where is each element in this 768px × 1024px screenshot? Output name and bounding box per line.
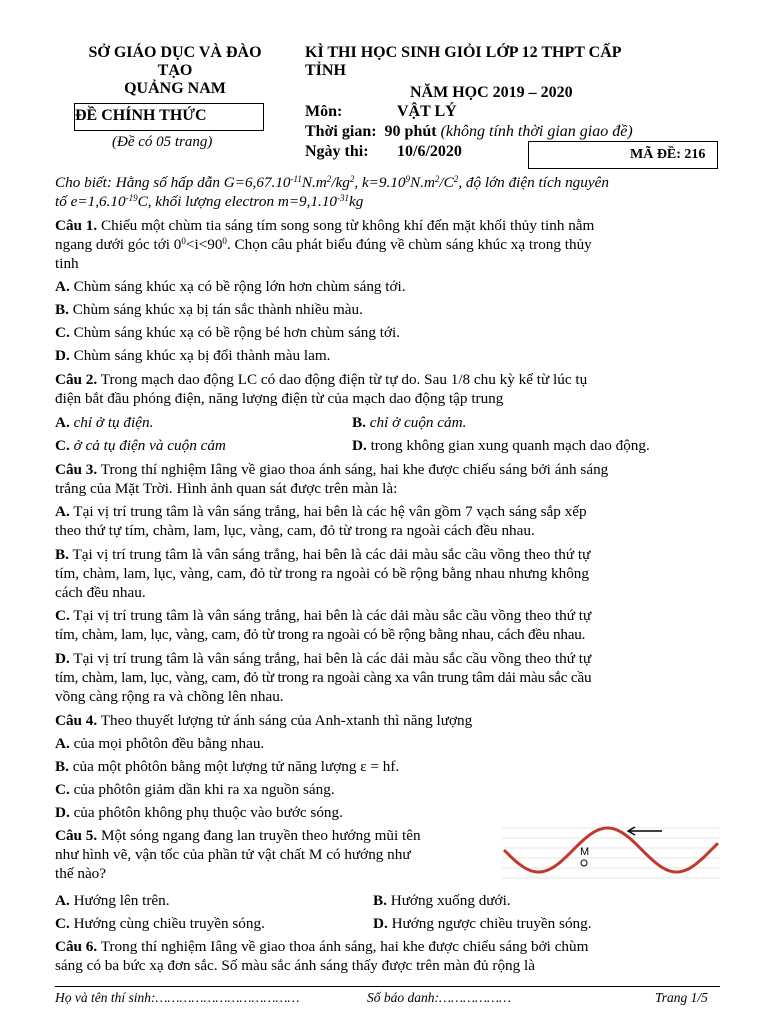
option-text: Tại vị trí trung tâm là vân sáng trắng, hai bên là các dải màu sắc cầu vồng theo thứ tự [73,607,592,624]
option-text: Tại vị trí trung tâm là vân sáng trắng, hai bên là các hệ vân gồm 7 vạch sáng sắp xếp [73,503,587,520]
time-note: (không tính thời gian giao đề) [440,123,633,140]
question-label: Câu 6. [55,938,98,955]
degree-exp: 0 [181,236,186,246]
given-exp: 9 [405,174,411,184]
q5-option-a[interactable] [55,891,170,910]
footer-candidate-name: Họ và tên thí sinh:……………………………… [55,990,300,1005]
q5-option-b[interactable] [373,891,511,910]
q2-stem-line2: điện bắt đầu phóng điện, năng lượng điện từ của mạch dao động tập trung [55,390,504,407]
given-exp: 2 [326,174,332,184]
exam-title [305,44,725,80]
given-constants-line1 [55,173,720,192]
q2-option-c[interactable] [55,436,226,455]
q4-stem-line1 [55,711,720,730]
q5-stem-line2: như hình vẽ, vận tốc của phần tử vật chất M có hướng như [55,846,411,863]
option-key: D. [55,650,70,667]
option-line: vồng càng rộng ra và chồng lên nhau. [55,688,284,705]
option-text: Tại vị trí trung tâm là vân sáng trắng, hai bên là các dải màu sắc cầu vồng theo thứ tự [73,650,592,667]
option-key: D. [55,804,70,821]
department-name [60,44,290,98]
option-line: tím, chàm, lam, lục, vàng, cam, đỏ từ trong ra ngoài có bề rộng bằng nhau nhưng không [55,565,589,582]
option-text: Chùm sáng khúc xạ bị đổi thành màu lam. [73,347,331,364]
question-text: Chiếu một chùm tia sáng tím song song từ không khí đến mặt khối thủy tinh nằm [101,217,595,234]
department-line1: SỞ GIÁO DỤC VÀ ĐÀO [88,44,262,61]
option-text: Chùm sáng khúc xạ có bề rộng lớn hơn chùm sáng tới. [73,278,406,295]
question-text: ngang dưới góc tới 0 [55,236,182,253]
footer-page-number: Trang 1/5 [655,990,708,1005]
time-value: 90 phút [384,123,437,140]
wave-curve [504,828,718,872]
option-key: B. [373,892,387,909]
option-key: C. [55,324,70,341]
q1-option-a[interactable] [55,277,720,296]
department-line2: TẠO [157,62,193,79]
exam-title-line2: TỈNH [305,62,346,79]
date-label: Ngày thi: [305,143,369,160]
option-line [55,502,720,521]
q2-option-a[interactable] [55,413,153,432]
given-exp: 2 [453,174,459,184]
question-text: Trong thí nghiệm Iâng về giao thoa ánh sáng, hai khe được chiếu sáng bởi chùm [100,938,589,955]
option-key: C. [55,607,70,624]
question-text: Theo thuyết lượng tử ánh sáng của Anh-xtanh thì năng lượng [100,712,473,729]
option-line: theo thứ tự tím, chàm, lam, lục, vàng, cam, đỏ từ trong ra ngoài cách đều nhau. [55,522,535,539]
option-line [55,649,720,668]
option-line [55,545,720,564]
given-text: tố e=1,6.10 [55,193,126,210]
given-text: , k=9.10 [354,174,406,191]
footer-rule [55,986,720,987]
question-label: Câu 3. [55,461,98,478]
given-exp: 2 [349,174,355,184]
q4-option-a[interactable] [55,734,720,753]
given-text: C, khối lượng electron m=9,1.10 [137,193,338,210]
option-key: B. [55,758,69,775]
option-text: của mọi phôtôn đều bằng nhau. [73,735,265,752]
option-text: chỉ ở tụ điện. [73,414,154,431]
option-text: của phôtôn không phụ thuộc vào bước sóng. [73,804,343,821]
q1-stem-line2 [55,235,720,254]
option-key: A. [55,503,70,520]
option-key: B. [55,546,69,563]
date-value: 10/6/2020 [397,143,462,160]
time-line [305,123,633,141]
given-text: N.m [410,174,435,191]
q3-stem-line1 [55,460,720,479]
question-label: Câu 1. [55,217,98,234]
q6-stem-line1 [55,937,720,956]
q1-option-d[interactable] [55,346,720,365]
given-text: kg [349,193,364,210]
given-text: /kg [331,174,350,191]
option-text: Chùm sáng khúc xạ bị tán sắc thành nhiều màu. [72,301,363,318]
option-text: ở cả tụ điện và cuộn cảm [73,437,226,454]
option-key: C. [55,781,70,798]
degree-exp: 0 [222,236,227,246]
given-exp: -19 [125,193,138,203]
page-count-note: (Đề có 05 trang) [112,134,213,150]
option-text: Hướng xuống dưới. [390,892,511,909]
school-year: NĂM HỌC 2019 – 2020 [410,84,573,101]
point-m-marker [581,860,587,866]
option-text: Tại vị trí trung tâm là vân sáng trắng, hai bên là các dải màu sắc cầu vồng theo thứ tự [72,546,591,563]
wave-figure [500,818,722,882]
time-label: Thời gian: [305,123,377,140]
option-key: D. [373,915,388,932]
option-key: B. [55,301,69,318]
option-text: Hướng cùng chiều truyền sóng. [73,915,265,932]
given-text: N.m [301,174,327,191]
department-line3: QUẢNG NAM [124,80,226,97]
q5-option-c[interactable] [55,914,265,933]
q3-stem-line2: trắng của Mặt Trời. Hình ảnh quan sát được trên màn là: [55,480,398,497]
option-text: Hướng ngược chiều truyền sóng. [391,915,592,932]
question-text: . Chọn câu phát biểu đúng về chùm sáng khúc xạ trong thủy [226,236,592,253]
given-exp: -11 [290,174,302,184]
option-text: Hướng lên trên. [73,892,170,909]
given-text: , độ lớn điện tích nguyên [458,174,609,191]
option-key: A. [55,892,70,909]
option-key: A. [55,414,70,431]
question-label: Câu 4. [55,712,98,729]
option-key: C. [55,437,70,454]
question-text: Trong mạch dao động LC có dao động điện từ tự do. Sau 1/8 chu kỳ kể từ lúc tụ [100,371,588,388]
q5-option-d[interactable] [373,914,592,933]
q1-option-b[interactable] [55,300,720,319]
q1-stem-line3: tinh [55,255,79,272]
given-exp: -31 [337,193,350,203]
subject-value: VẬT LÝ [397,103,457,120]
given-constants-line2 [55,192,720,211]
option-key: A. [55,278,70,295]
subject-label: Môn: [305,103,343,120]
exam-title-line1: KÌ THI HỌC SINH GIỎI LỚP 12 THPT CẤP [305,44,622,61]
exam-code: MÃ ĐỀ: 216 [630,147,706,162]
question-text: Trong thí nghiệm Iâng về giao thoa ánh sáng, hai khe được chiếu sáng bởi ánh sáng [100,461,609,478]
q5-stem-line3: thế nào? [55,865,107,882]
q6-stem-line2: sáng có ba bức xạ đơn sắc. Số màu sắc ánh sáng thấy được trên màn đủ rộng là [55,957,536,974]
option-text: của một phôtôn bằng một lượng tử năng lượng ε = hf. [72,758,400,775]
option-line: tím, chàm, lam, lục, vàng, cam, đỏ từ trong ra ngoài có bề rộng bằng nhau, cách đều nhau. [55,626,586,643]
option-line: cách đều nhau. [55,584,146,601]
question-label: Câu 2. [55,371,98,388]
option-key: B. [352,414,366,431]
option-text: Chùm sáng khúc xạ có bề rộng bé hơn chùm sáng tới. [73,324,401,341]
option-text: trong không gian xung quanh mạch dao động. [370,437,650,454]
q4-option-b[interactable] [55,757,720,776]
given-text: /C [439,174,454,191]
official-label: ĐỀ CHÍNH THỨC [75,107,207,124]
q4-option-c[interactable] [55,780,720,799]
q2-stem-line1 [55,370,720,389]
option-key: A. [55,735,70,752]
point-m-label: M [580,846,590,858]
q1-option-c[interactable] [55,323,720,342]
option-text: chỉ ở cuộn cảm. [369,414,467,431]
given-exp: 2 [434,174,440,184]
q2-option-d[interactable] [352,436,650,455]
option-line [55,606,720,625]
q1-stem-line1 [55,216,720,235]
question-text: Một sóng ngang đang lan truyền theo hướng mũi tên [101,827,421,844]
option-key: D. [352,437,367,454]
q5-stem-line1 [55,826,495,845]
option-line: tím, chàm, lam, lục, vàng, cam, đỏ từ trong ra ngoài càng xa vân trung tâm dải màu sắc cầu [55,669,592,686]
option-text: của phôtôn giảm dần khi ra xa nguồn sáng. [73,781,335,798]
question-text: <i<90 [185,236,223,253]
footer-candidate-number: Số báo danh:……………… [367,990,512,1005]
question-label: Câu 5. [55,827,98,844]
option-key: D. [55,347,70,364]
option-key: C. [55,915,70,932]
given-text: Cho biết: Hằng số hấp dẫn G=6,67.10 [55,174,291,191]
q2-option-b[interactable] [352,413,466,432]
